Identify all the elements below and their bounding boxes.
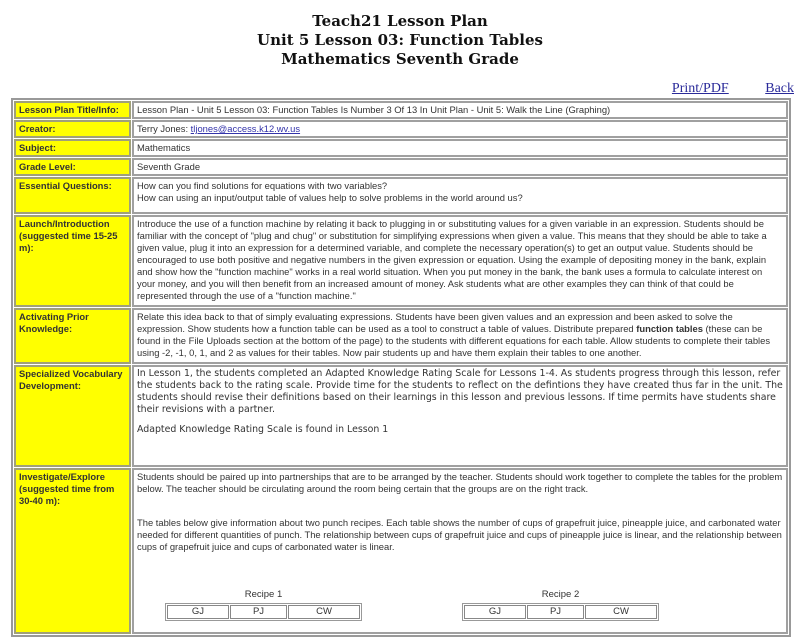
- page-title: Teach21 Lesson Plan: [312, 12, 488, 30]
- essential-question-1: How can you find solutions for equations with two variables?: [137, 180, 388, 191]
- recipe-2-header-gj: GJ: [464, 605, 526, 619]
- value-investigate: [132, 468, 788, 634]
- row-activating: [14, 308, 788, 364]
- row-subject: [14, 139, 788, 157]
- value-grade: Seventh Grade: [132, 158, 788, 176]
- creator-email-link[interactable]: tljones@access.k12.wv.us: [190, 123, 301, 134]
- value-subject: Mathematics: [132, 139, 788, 157]
- lesson-plan-table: [11, 98, 791, 637]
- recipe-2-title: Recipe 2: [541, 589, 580, 600]
- recipe-2-header-pj: PJ: [527, 605, 584, 619]
- value-essential-questions: [132, 177, 788, 214]
- row-investigate: [14, 468, 788, 634]
- top-links: [639, 81, 794, 97]
- recipe-1: [165, 589, 362, 621]
- recipe-2-table: [462, 603, 659, 621]
- label-activating: Activating Prior Knowledge:: [14, 308, 131, 364]
- label-essential-questions: Essential Questions:: [14, 177, 131, 214]
- label-investigate: Investigate/Explore (suggested time from 30-40 m):: [14, 468, 131, 634]
- page-header: [0, 0, 800, 69]
- print-pdf-link[interactable]: Print/PDF: [671, 81, 729, 96]
- recipe-1-header-cw: CW: [288, 605, 360, 619]
- recipe-2: [462, 589, 659, 621]
- value-creator: [132, 120, 788, 138]
- essential-question-2: How can using an input/output table of values help to solve problems in the world around us?: [137, 192, 523, 203]
- row-title: [14, 101, 788, 119]
- function-tables-bold: function tables: [636, 323, 703, 334]
- lesson-title: Unit 5 Lesson 03: Function Tables: [257, 31, 543, 49]
- label-launch: Launch/Introduction (suggested time 15-25 m):: [14, 215, 131, 307]
- label-title: Lesson Plan Title/Info:: [14, 101, 131, 119]
- recipe-1-header-pj: PJ: [230, 605, 287, 619]
- vocab-paragraph-2: Adapted Knowledge Rating Scale is found in Lesson 1: [137, 424, 389, 435]
- activating-text-2: (these can be found in the File Uploads section at the bottom of the page) to the students with different equations for each table. Allow students to complete their tables using -2, -1, 0, 1, and 2 as values for their tables. Now pair students up and have them explain their tables to one another.: [137, 323, 771, 358]
- row-vocabulary: [14, 365, 788, 467]
- row-launch: [14, 215, 788, 307]
- row-grade: [14, 158, 788, 176]
- recipe-2-header-cw: CW: [585, 605, 657, 619]
- label-vocabulary: Specialized Vocabulary Development:: [14, 365, 131, 467]
- row-essential-questions: [14, 177, 788, 214]
- investigate-paragraph-2: The tables below give information about two punch recipes. Each table shows the number of cups of grapefruit juice, pineapple juice, and carbonated water needed for different quantities of punch. The relationship between cups of grapefruit juice and cups of pineapple juice is linear, and the relationship between cups of grapefruit juice and cups of carbonated water is linear.: [137, 517, 782, 552]
- investigate-paragraph-1: Students should be paired up into partnerships that are to be arranged by the teacher. Students should work together to complete the tables for the problem below. The teacher should be circulating around the room being certain that the groups are on the right track.: [137, 471, 783, 494]
- label-grade: Grade Level:: [14, 158, 131, 176]
- recipe-tables: [137, 589, 783, 621]
- vocab-paragraph-1: In Lesson 1, the students completed an Adapted Knowledge Rating Scale for Lessons 1-4. As students progress through this lesson, refer the students back to the rating scale. Provide time for the students to reflect on the defintions they have created thus far in the unit. The students should revise their definitions based on their learnings in this lesson and previous lessons. If time permits have students share their revisions with a partner.: [137, 368, 783, 415]
- row-creator: [14, 120, 788, 138]
- value-vocabulary: [132, 365, 788, 467]
- value-title: Lesson Plan - Unit 5 Lesson 03: Function Tables Is Number 3 Of 13 In Unit Plan - Unit 5: Walk the Line (Graphing): [132, 101, 788, 119]
- creator-name: Terry Jones:: [137, 123, 191, 134]
- subject-grade-title: Mathematics Seventh Grade: [281, 50, 519, 68]
- recipe-1-table: [165, 603, 362, 621]
- value-launch: Introduce the use of a function machine by relating it back to plugging in or substituting values for a given variable in an expression. Students should be familiar with the concept of "plug and chug" or substitution for simplifying expressions when given a value. This means that they should be able to take a given value, plug it into an expression for a determined variable, and complete the necessary operation(s) to get an output value. Students should be encouraged to use both positive and negative numbers in the given expression or equation. Using the example of depositing money in the bank, explain and show how the "function machine" works in a real world situation. When you put money in the bank, the bank uses a formula to calculate interest on your money, and you will then benefit from an increased amount of money. Ask students what are other examples they can think of that could be represented through the use of a "function machine.": [132, 215, 788, 307]
- recipe-1-title: Recipe 1: [244, 589, 283, 600]
- activating-text-1: Relate this idea back to that of simply evaluating expressions. Students have been given values and an expression and been asked to solve the expression. Show students how a function table can be used as a tool to construct a table of values. Distribute prepared: [137, 311, 733, 334]
- label-subject: Subject:: [14, 139, 131, 157]
- back-link[interactable]: Back: [765, 81, 794, 96]
- label-creator: Creator:: [14, 120, 131, 138]
- value-activating: [132, 308, 788, 364]
- recipe-1-header-gj: GJ: [167, 605, 229, 619]
